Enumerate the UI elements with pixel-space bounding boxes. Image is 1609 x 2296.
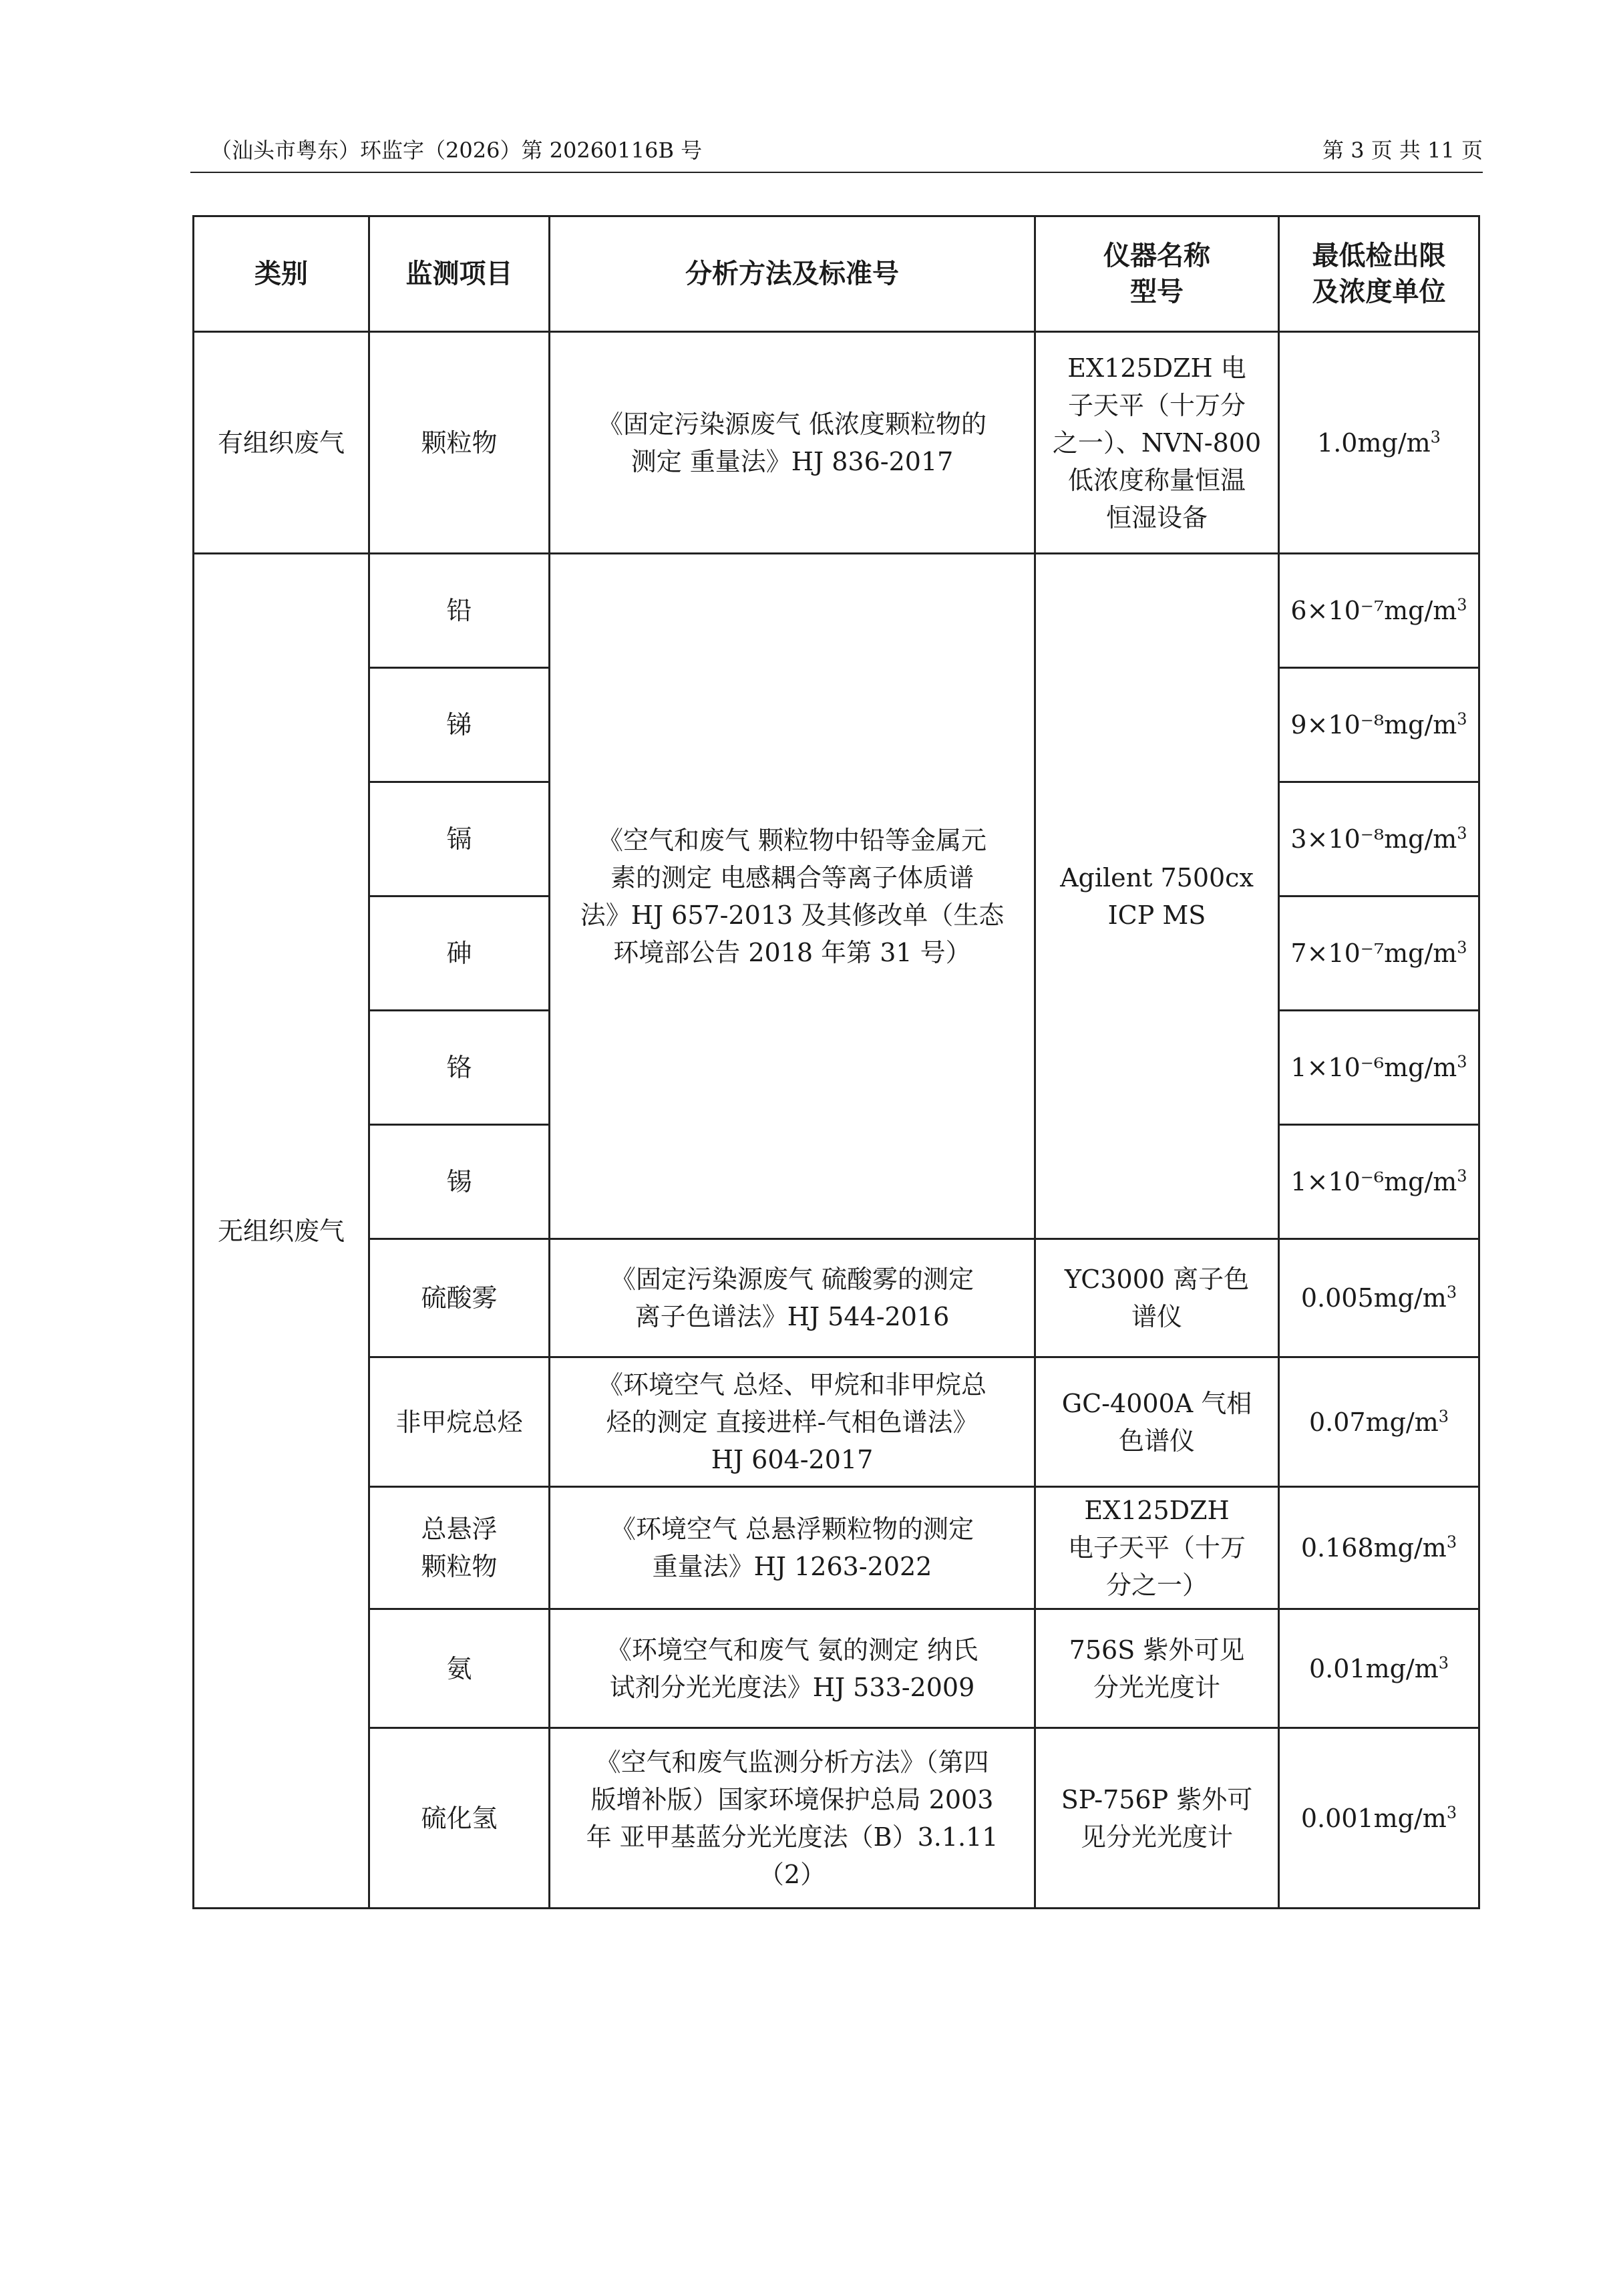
- method-cell: 《环境空气 总烃、甲烷和非甲烷总 烃的测定 直接进样-气相色谱法》 HJ 604-2017: [550, 1357, 1035, 1487]
- limit-unit-exponent: 3: [1446, 1532, 1457, 1552]
- limit-unit-exponent: 3: [1446, 1283, 1457, 1302]
- item-cell: 硫化氢: [369, 1728, 550, 1909]
- column-header-category: 类别: [194, 216, 369, 332]
- item-cell: 镉: [369, 782, 550, 896]
- limit-cell: [1279, 1487, 1479, 1609]
- limit-value: 0.001mg/m: [1300, 1803, 1447, 1833]
- item-cell: 砷: [369, 896, 550, 1011]
- instrument-cell: YC3000 离子色 谱仪: [1035, 1239, 1279, 1357]
- limit-unit-exponent: 3: [1438, 1406, 1449, 1426]
- limit-unit-exponent: 3: [1457, 1052, 1467, 1072]
- item-cell: 颗粒物: [369, 332, 550, 554]
- header-divider: [190, 172, 1483, 173]
- table-row: [194, 1728, 1479, 1909]
- limit-cell: [1279, 1125, 1479, 1239]
- limit-value: 0.005mg/m: [1300, 1283, 1447, 1313]
- item-cell: 硫酸雾: [369, 1239, 550, 1357]
- method-cell: 《空气和废气监测分析方法》（第四 版增补版）国家环境保护总局 2003 年 亚甲基蓝分光光度法（B）3.1.11 （2）: [550, 1728, 1035, 1909]
- limit-unit-exponent: 3: [1457, 938, 1467, 957]
- limit-cell: [1279, 668, 1479, 782]
- item-cell: 非甲烷总烃: [369, 1357, 550, 1487]
- item-cell: 锑: [369, 668, 550, 782]
- limit-cell: [1279, 896, 1479, 1011]
- limit-value: 0.07mg/m: [1308, 1407, 1439, 1437]
- table-header-row: [194, 216, 1479, 332]
- category-cell: 无组织废气: [194, 554, 369, 1909]
- instrument-cell: SP-756P 紫外可 见分光光度计: [1035, 1728, 1279, 1909]
- instrument-cell: Agilent 7500cx ICP MS: [1035, 554, 1279, 1239]
- page-info: 第 3 页 共 11 页: [1322, 138, 1483, 163]
- method-cell: 《固定污染源废气 低浓度颗粒物的 测定 重量法》HJ 836-2017: [550, 332, 1035, 554]
- column-header-item: 监测项目: [369, 216, 550, 332]
- limit-unit-exponent: 3: [1457, 595, 1467, 615]
- instrument-cell: EX125DZH 电子天平（十万 分之一）: [1035, 1487, 1279, 1609]
- limit-cell: [1279, 332, 1479, 554]
- method-cell: 《环境空气 总悬浮颗粒物的测定 重量法》HJ 1263-2022: [550, 1487, 1035, 1609]
- item-cell: 总悬浮 颗粒物: [369, 1487, 550, 1609]
- limit-cell: [1279, 782, 1479, 896]
- limit-value: 6×10⁻⁷mg/m: [1290, 596, 1457, 625]
- table-row: [194, 1609, 1479, 1728]
- table-row: [194, 554, 1479, 668]
- instrument-cell: GC-4000A 气相 色谱仪: [1035, 1357, 1279, 1487]
- limit-value: 3×10⁻⁸mg/m: [1290, 824, 1457, 854]
- limit-value: 1.0mg/m: [1317, 428, 1431, 458]
- item-cell: 铅: [369, 554, 550, 668]
- limit-value: 7×10⁻⁷mg/m: [1290, 939, 1457, 968]
- page-header: [190, 134, 1483, 167]
- limit-unit-exponent: 3: [1457, 709, 1467, 729]
- limit-unit-exponent: 3: [1438, 1653, 1449, 1672]
- limit-cell: [1279, 554, 1479, 668]
- limit-value: 0.01mg/m: [1308, 1653, 1439, 1683]
- column-header-method: 分析方法及标准号: [550, 216, 1035, 332]
- item-cell: 锡: [369, 1125, 550, 1239]
- limit-cell: [1279, 1357, 1479, 1487]
- limit-unit-exponent: 3: [1457, 824, 1467, 843]
- item-cell: 氨: [369, 1609, 550, 1728]
- limit-cell: [1279, 1239, 1479, 1357]
- limit-value: 1×10⁻⁶mg/m: [1290, 1167, 1457, 1196]
- limit-cell: [1279, 1728, 1479, 1909]
- method-cell: 《环境空气和废气 氨的测定 纳氏 试剂分光光度法》HJ 533-2009: [550, 1609, 1035, 1728]
- limit-value: 9×10⁻⁸mg/m: [1290, 710, 1457, 740]
- instrument-cell: 756S 紫外可见 分光光度计: [1035, 1609, 1279, 1728]
- method-cell: 《空气和废气 颗粒物中铅等金属元 素的测定 电感耦合等离子体质谱 法》HJ 657-2013 及其修改单（生态 环境部公告 2018 年第 31 号）: [550, 554, 1035, 1239]
- table-row: [194, 1239, 1479, 1357]
- category-cell: 有组织废气: [194, 332, 369, 554]
- table-row: [194, 332, 1479, 554]
- table-row: [194, 1487, 1479, 1609]
- limit-value: 0.168mg/m: [1300, 1533, 1447, 1563]
- doc-number: （汕头市粤东）环监字（2026）第 20260116B 号: [210, 138, 703, 163]
- monitoring-methods-table: [192, 215, 1480, 1909]
- limit-value: 1×10⁻⁶mg/m: [1290, 1053, 1457, 1082]
- table-row: [194, 1357, 1479, 1487]
- limit-unit-exponent: 3: [1430, 427, 1441, 446]
- column-header-limit: 最低检出限 及浓度单位: [1279, 216, 1479, 332]
- limit-cell: [1279, 1011, 1479, 1125]
- item-cell: 铬: [369, 1011, 550, 1125]
- instrument-cell: EX125DZH 电 子天平（十万分 之一）、NVN-800 低浓度称量恒温 恒湿设备: [1035, 332, 1279, 554]
- limit-cell: [1279, 1609, 1479, 1728]
- method-cell: 《固定污染源废气 硫酸雾的测定 离子色谱法》HJ 544-2016: [550, 1239, 1035, 1357]
- column-header-instrument: 仪器名称 型号: [1035, 216, 1279, 332]
- limit-unit-exponent: 3: [1446, 1802, 1457, 1822]
- limit-unit-exponent: 3: [1457, 1166, 1467, 1186]
